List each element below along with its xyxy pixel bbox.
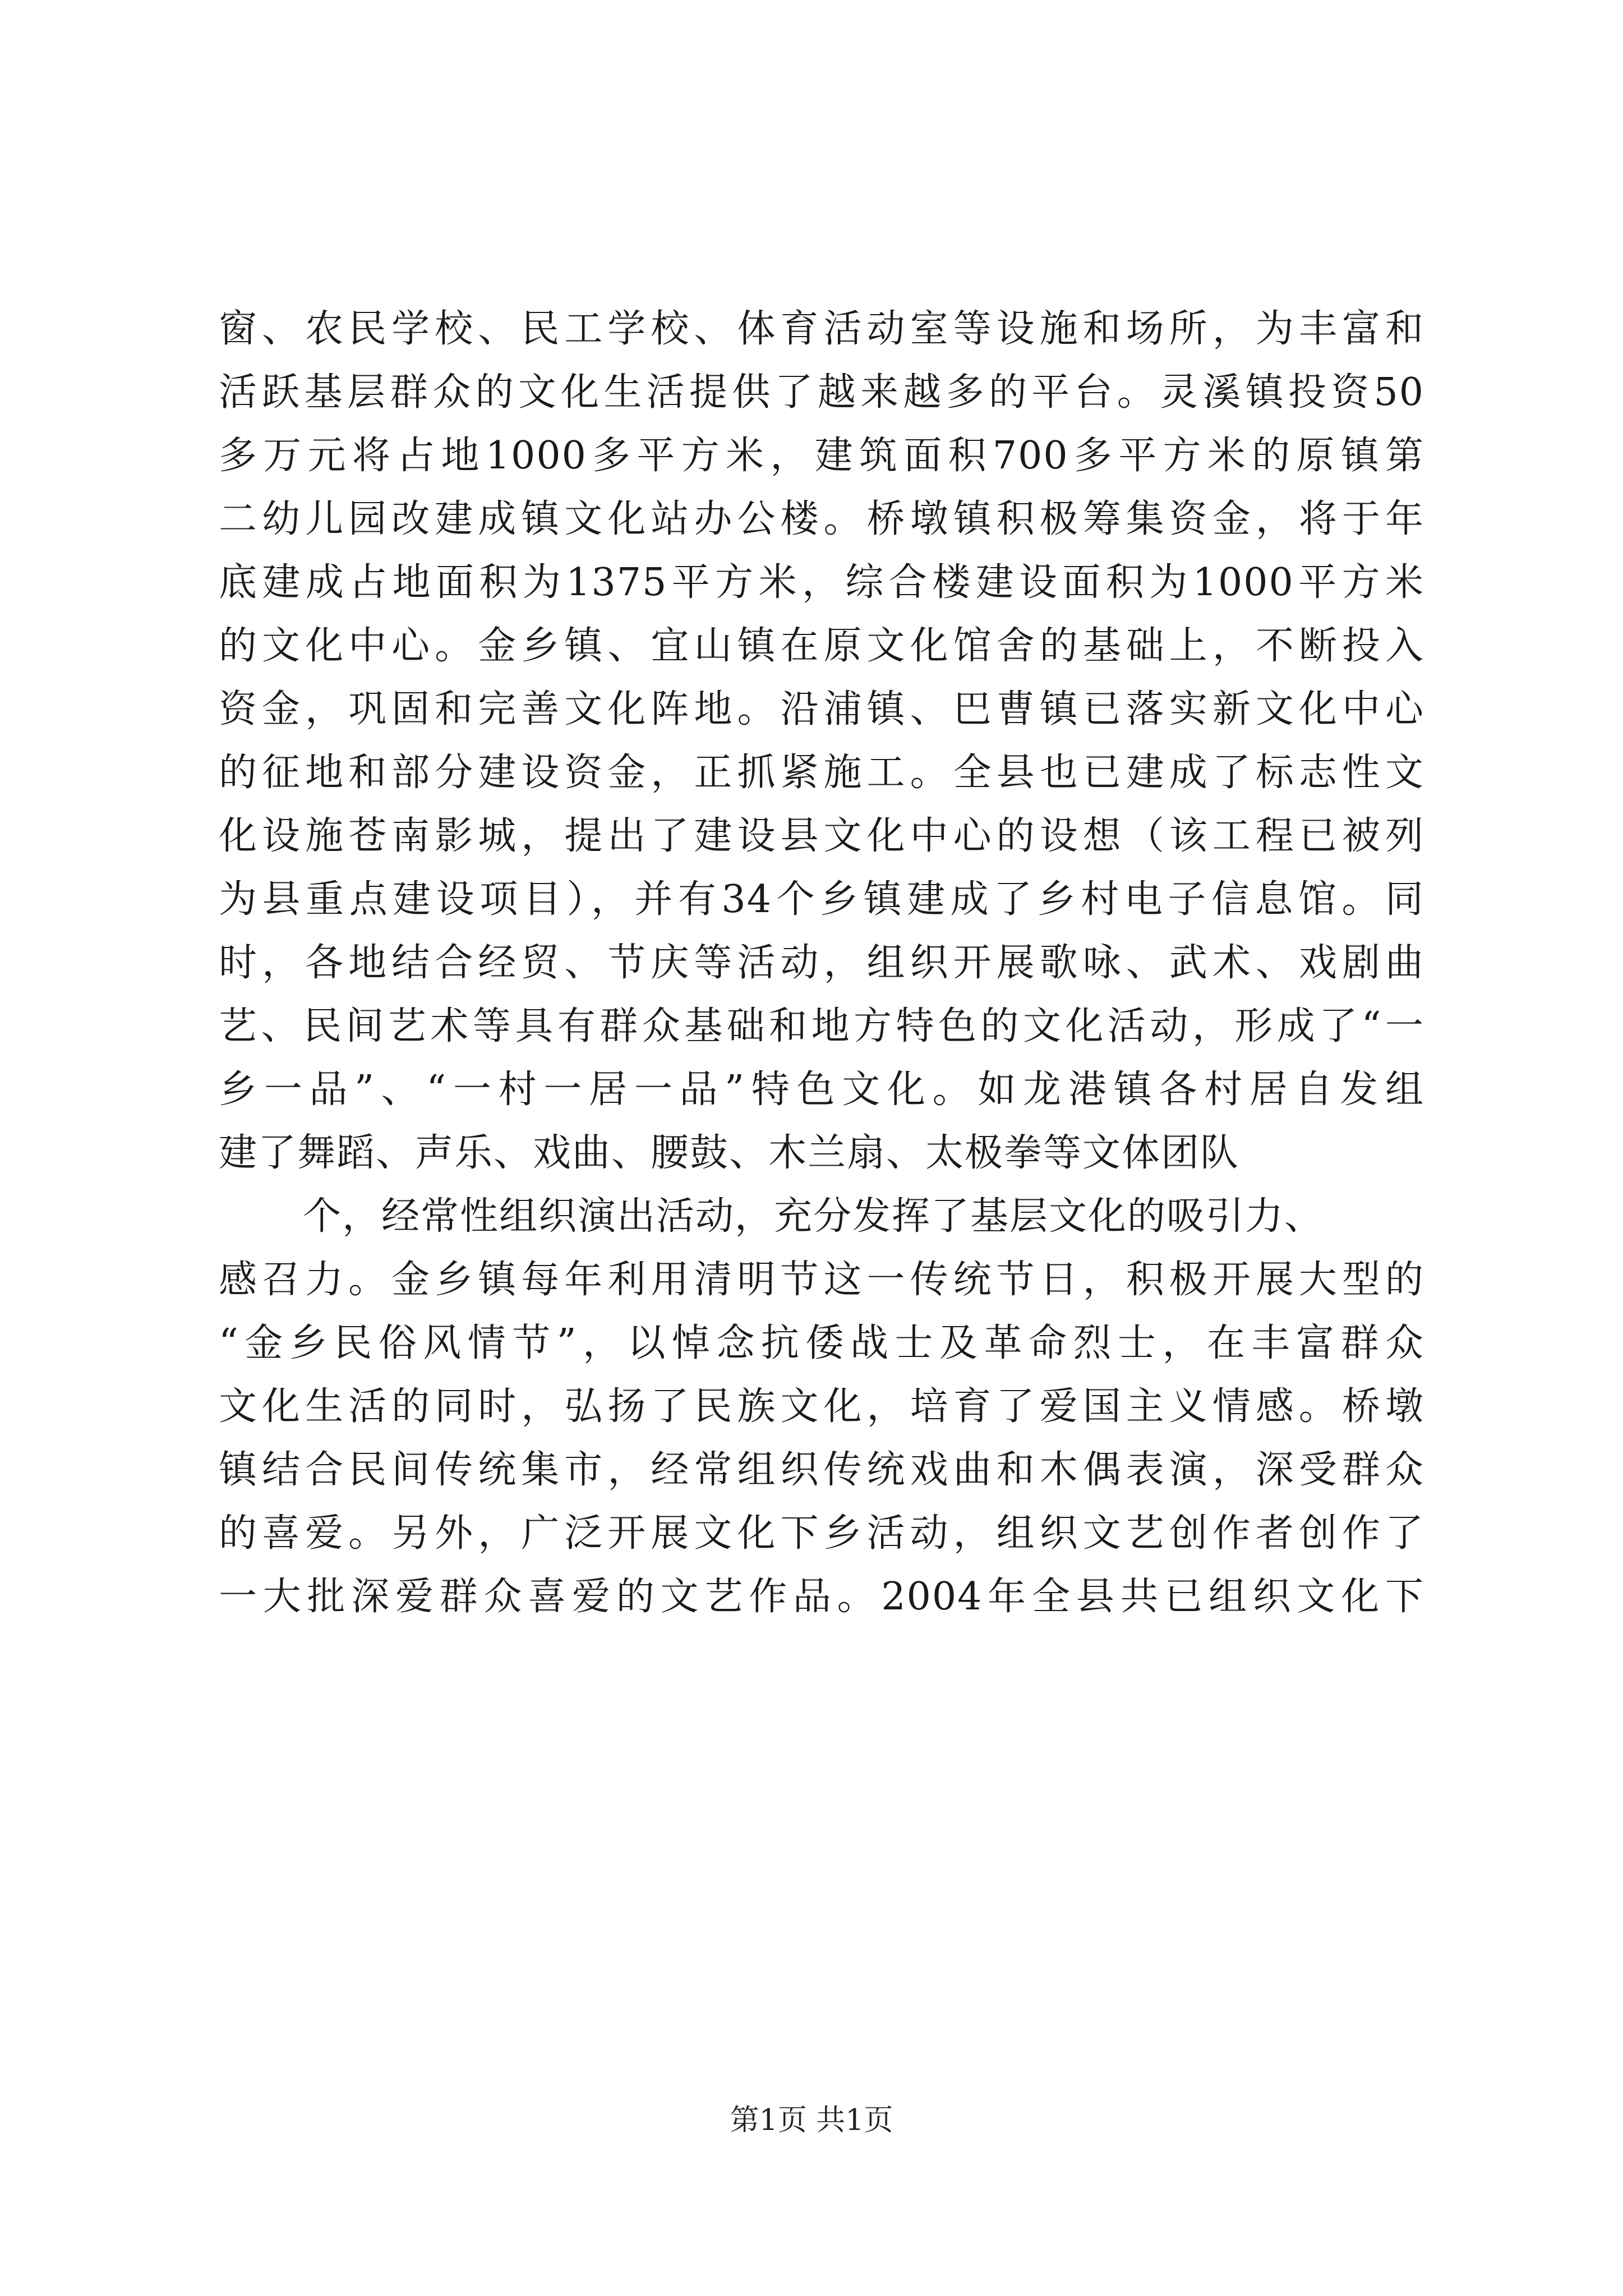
text-line: 化设施苍南影城，提出了建设县文化中心的设想（该工程已被列 xyxy=(219,814,1424,858)
text-line: 建了舞蹈、声乐、戏曲、腰鼓、木兰扇、太极拳等文体团队 xyxy=(219,1131,1240,1175)
text-line: 感召力。金乡镇每年利用清明节这一传统节日，积极开展大型的 xyxy=(219,1258,1424,1302)
text-line: 二幼儿园改建成镇文化站办公楼。桥墩镇积极筹集资金，将于年 xyxy=(219,497,1424,541)
text-line: 艺、民间艺术等具有群众基础和地方特色的文化活动，形成了“一 xyxy=(219,1004,1424,1048)
text-line: 时，各地结合经贸、节庆等活动，组织开展歌咏、武术、戏剧曲 xyxy=(219,941,1424,985)
body-text xyxy=(219,297,1424,1628)
text-line: 的征地和部分建设资金，正抓紧施工。全县也已建成了标志性文 xyxy=(219,751,1424,795)
text-line: 底建成占地面积为1375平方米，综合楼建设面积为1000平方米 xyxy=(219,560,1424,605)
text-line-indented: 个，经常性组织演出活动，充分发挥了基层文化的吸引力、 xyxy=(303,1194,1324,1239)
text-line: 的喜爱。另外，广泛开展文化下乡活动，组织文艺创作者创作了 xyxy=(219,1511,1424,1556)
text-line: 一大批深爱群众喜爱的文艺作品。2004年全县共已组织文化下 xyxy=(219,1575,1424,1619)
text-line: 窗、农民学校、民工学校、体育活动室等设施和场所，为丰富和 xyxy=(219,307,1424,351)
text-line: 的文化中心。金乡镇、宜山镇在原文化馆舍的基础上，不断投入 xyxy=(219,624,1424,668)
text-line: 乡一品”、“一村一居一品”特色文化。如龙港镇各村居自发组 xyxy=(219,1068,1424,1112)
text-line: 为县重点建设项目），并有34个乡镇建成了乡村电子信息馆。同 xyxy=(219,877,1424,922)
text-line: 活跃基层群众的文化生活提供了越来越多的平台。灵溪镇投资50 xyxy=(219,370,1424,415)
text-line: 多万元将占地1000多平方米，建筑面积700多平方米的原镇第 xyxy=(219,434,1424,478)
text-line: 资金，巩固和完善文化阵地。沿浦镇、巴曹镇已落实新文化中心 xyxy=(219,687,1424,731)
page-footer: 第1页 共1页 xyxy=(730,2104,893,2137)
text-line: “金乡民俗风情节”，以悼念抗倭战士及革命烈士，在丰富群众 xyxy=(219,1321,1424,1365)
text-line: 镇结合民间传统集市，经常组织传统戏曲和木偶表演，深受群众 xyxy=(219,1448,1424,1492)
text-line: 文化生活的同时，弘扬了民族文化，培育了爱国主义情感。桥墩 xyxy=(219,1384,1424,1429)
